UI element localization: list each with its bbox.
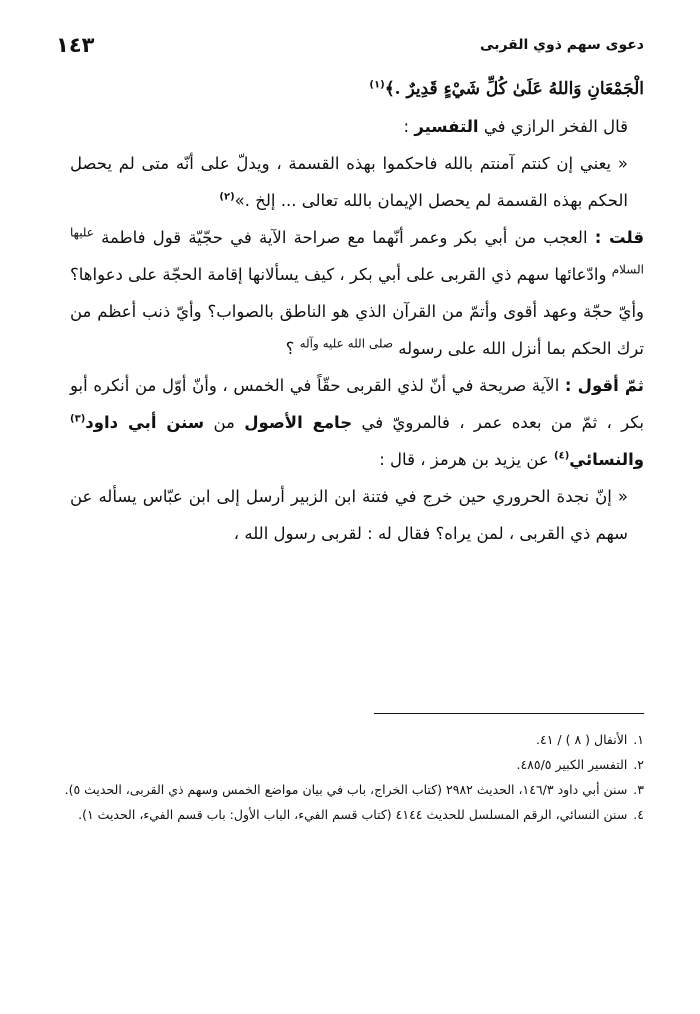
footnote-text: سنن النسائي، الرقم المسلسل للحديث ٤١٤٤ (كتاب قسم الفيء، الباب الأول: باب قسم الفيء، الحديث ١).	[78, 807, 628, 822]
verse-close-bracket: ﴾	[384, 79, 395, 99]
footnote-text: سنن أبي داود ١٤٦/٣، الحديث ٢٩٨٢ (كتاب الخراج، باب في بيان مواضع الخمس وسهم ذي القربى، الحديث ٥).	[64, 782, 628, 797]
running-title: دعوى سهم ذوي القربى	[480, 37, 644, 53]
page-number: ١٤٣	[56, 33, 95, 57]
footnote-ref-4[interactable]: (٤)	[554, 450, 570, 462]
fatima-honorific-mark: عليها السلام	[70, 225, 644, 277]
main-text	[70, 70, 644, 552]
nasai-title: والنسائي	[569, 450, 644, 469]
footnotes	[56, 728, 644, 828]
thumma-text-2: من	[204, 413, 245, 432]
footnote-ref-2[interactable]: (٢)	[219, 191, 235, 203]
footnote-ref-3[interactable]: (٣)	[70, 413, 86, 425]
footnote-3	[56, 778, 644, 801]
thumma-paragraph	[70, 367, 644, 478]
page-header	[56, 30, 644, 60]
qultu-end: ؟	[285, 339, 300, 358]
thumma-text: الآية صريحة في أنّ لذي القربى حقّاً في الخمس ، وأنّ أوّل من أنكره أبو بكر ، ثمّ من بعده عمر ، فالمرويّ في	[70, 376, 644, 432]
qultu-text: العجب من أبي بكر وعمر أنّهما مع صراحة الآية في حجّيّة قول فاطمة	[101, 228, 595, 247]
footnote-number: ١.	[633, 732, 644, 747]
footnote-ref-1[interactable]: (١)	[369, 79, 385, 91]
qultu-label: قلت :	[594, 228, 644, 247]
razi-quote-paragraph	[70, 145, 644, 219]
footnote-4	[56, 803, 644, 826]
quran-verse-end: الْجَمْعَانِ وَاللهُ عَلَىٰ كُلِّ شَيْءٍ قَدِيرٌ .	[394, 79, 644, 99]
thumma-label: ثمّ أقول :	[564, 376, 645, 395]
footnote-number: ٣.	[633, 782, 644, 797]
verse-line	[70, 70, 644, 108]
razi-quote: « يعني إن كنتم آمنتم بالله فاحكموا بهذه القسمة ، ويدلّ على أنّه متى لم يحصل الحكم بهذه القسمة لم يحصل الإيمان بالله تعالى ... إلخ .»	[70, 154, 628, 210]
footnote-number: ٢.	[633, 757, 644, 772]
qultu-paragraph	[70, 219, 644, 367]
qultu-text-2: وادّعائها سهم ذي القربى على أبي بكر ، كيف يسألانها إقامة الحجّة على دعواها؟ وأيّ حجّة وعهد أقوى وأتمّ من القرآن الذي هو الناطق بالصواب؟ وأيّ ذنب أعظم من ترك الحكم بما أنزل الله على رسوله	[70, 265, 644, 358]
footnote-2	[56, 753, 644, 776]
razi-intro-text: قال الفخر الرازي في	[478, 117, 628, 136]
jami-al-usul-title: جامع الأصول	[244, 413, 353, 432]
footnote-number: ٤.	[633, 807, 644, 822]
prophet-honorific-mark: صلى الله عليه وآله	[299, 336, 394, 351]
footnote-text: التفسير الكبير ٤٨٥/٥.	[516, 757, 628, 772]
footnote-divider	[374, 713, 644, 714]
najda-quote: « إنّ نجدة الحروري حين خرج في فتنة ابن الزبير أرسل إلى ابن عبّاس يسأله عن سهم ذي القربى ، لمن يراه؟ فقال له : لقربى رسول الله ،	[70, 487, 628, 543]
razi-intro	[70, 108, 644, 145]
thumma-text-3: عن يزيد بن هرمز ، قال :	[379, 450, 555, 469]
footnote-1	[56, 728, 644, 751]
razi-book-title: التفسير	[414, 117, 479, 136]
footnote-text: الأنفال ( ٨ ) / ٤١.	[536, 732, 628, 747]
najda-quote-paragraph	[70, 478, 644, 552]
sunan-abi-dawud-title: سنن أبي داود	[85, 413, 205, 432]
razi-intro-colon: :	[403, 117, 415, 136]
